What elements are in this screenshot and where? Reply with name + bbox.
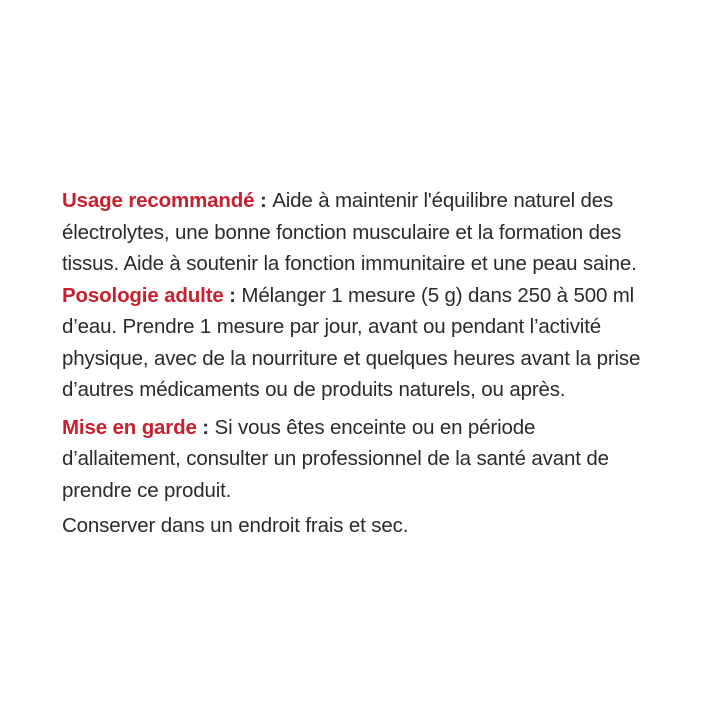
dosage-line-2: d’eau. Prendre 1 mesure par jour, avant ou pendant l’activité xyxy=(62,315,601,338)
warning-separator: : xyxy=(196,415,215,439)
storage-line-1: Conserver dans un endroit frais et sec. xyxy=(62,514,409,537)
usage-heading: Usage recommandé xyxy=(62,189,255,212)
warning-text: Si vous êtes enceinte ou en période xyxy=(214,415,536,439)
dosage-line-1 xyxy=(62,280,662,312)
dosage-text: Mélanger 1 mesure (5 g) dans 250 à 500 ml xyxy=(241,283,635,307)
storage-section xyxy=(62,510,662,542)
usage-separator: : xyxy=(254,189,273,212)
dosage-section xyxy=(62,280,662,406)
usage-line-1 xyxy=(62,185,662,217)
dosage-separator: : xyxy=(223,283,242,307)
product-label-text xyxy=(62,185,662,542)
warning-heading: Mise en garde xyxy=(62,415,197,439)
dosage-line-3: physique, avec de la nourriture et quelques heures avant la prise xyxy=(62,346,641,370)
dosage-heading: Posologie adulte xyxy=(62,283,224,307)
usage-text: Aide à maintenir l'équilibre naturel des xyxy=(272,189,614,212)
usage-line-2: électrolytes, une bonne fonction musculaire et la formation des xyxy=(62,220,622,244)
usage-section xyxy=(62,185,662,280)
usage-line-3: tissus. Aide à soutenir la fonction immunitaire et une peau saine. xyxy=(62,252,637,275)
warning-line-2: d’allaitement, consulter un professionnel de la santé avant de xyxy=(62,447,609,470)
warning-line-3: prendre ce produit. xyxy=(62,478,232,502)
warning-line-1 xyxy=(62,412,662,444)
warning-section xyxy=(62,412,662,507)
dosage-line-4: d’autres médicaments ou de produits naturels, ou après. xyxy=(62,378,566,401)
